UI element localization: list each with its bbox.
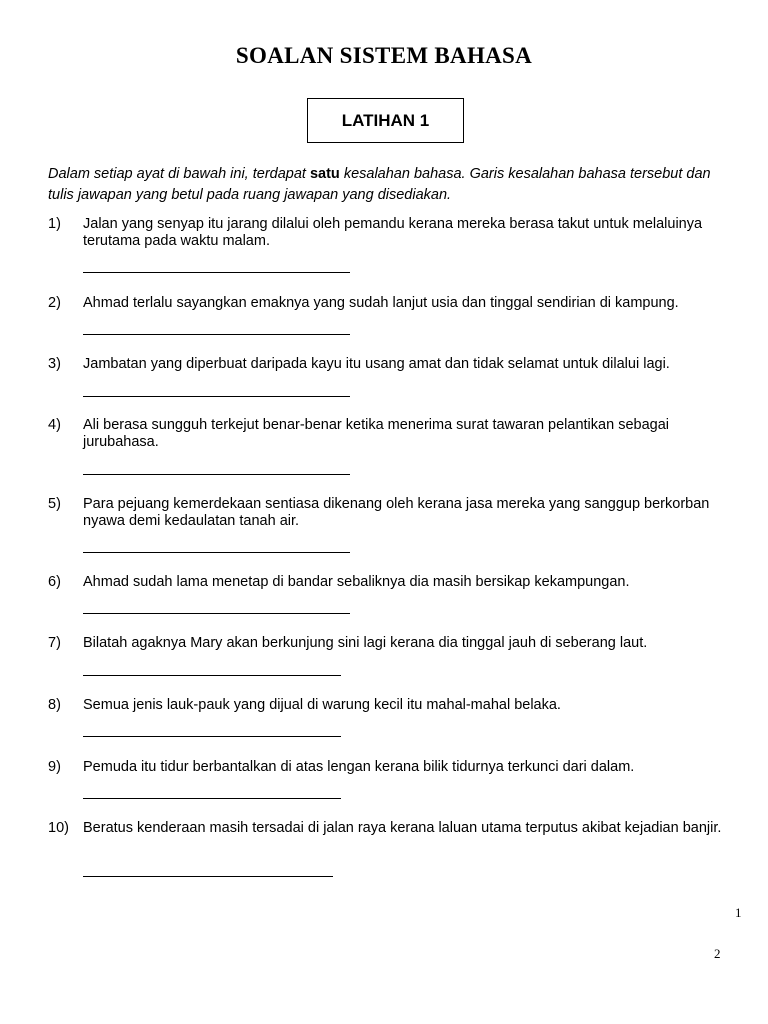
- page-title: SOALAN SISTEM BAHASA: [235, 43, 533, 68]
- question-text: Para pejuang kemerdekaan sentiasa dikenang oleh kerana jasa mereka yang sanggup berkorban nyawa demi kedaulatan tanah air.: [83, 496, 710, 529]
- question-number: 6): [48, 574, 61, 590]
- answer-line-9[interactable]: [83, 798, 341, 799]
- question-text: Ahmad sudah lama menetap di bandar sebaliknya dia masih bersikap kekampungan.: [83, 574, 630, 590]
- question-10: [48, 820, 738, 837]
- instructions-bold: satu: [309, 166, 340, 182]
- answer-line-5[interactable]: [83, 552, 350, 553]
- question-number: 8): [48, 697, 61, 713]
- question-text: Ali berasa sungguh terkejut benar-benar ketika menerima surat tawaran pelantikan sebagai jurubahasa.: [83, 417, 669, 450]
- answer-line-7[interactable]: [83, 675, 341, 676]
- question-number: 5): [48, 496, 61, 512]
- instructions-part2: kesalahan bahasa. Garis kesalahan bahasa tersebut dan tulis jawapan yang betul pada ruang jawapan yang disediakan.: [48, 166, 711, 203]
- question-text: Beratus kenderaan masih tersadai di jalan raya kerana laluan utama terputus akibat kejadian banjir.: [83, 820, 722, 836]
- answer-line-4[interactable]: [83, 474, 350, 475]
- section-label: LATIHAN 1: [341, 110, 430, 130]
- instructions: [48, 164, 728, 206]
- question-8: [48, 697, 738, 714]
- page-number-1: 1: [735, 905, 742, 920]
- question-number: 2): [48, 295, 61, 311]
- question-number: 7): [48, 635, 61, 651]
- question-7: [48, 635, 738, 652]
- question-9: [48, 759, 738, 776]
- question-text: Jambatan yang diperbuat daripada kayu itu usang amat dan tidak selamat untuk dilalui lagi.: [83, 356, 670, 372]
- question-text: Bilatah agaknya Mary akan berkunjung sini lagi kerana dia tinggal jauh di seberang laut.: [83, 635, 648, 651]
- question-number: 4): [48, 417, 61, 433]
- section-box: [307, 98, 464, 143]
- answer-line-10[interactable]: [83, 876, 333, 877]
- question-number: 3): [48, 356, 61, 372]
- answer-line-6[interactable]: [83, 613, 350, 614]
- page-number-2: 2: [714, 946, 721, 961]
- instructions-part1: Dalam setiap ayat di bawah ini, terdapat: [48, 166, 310, 182]
- question-text: Ahmad terlalu sayangkan emaknya yang sudah lanjut usia dan tinggal sendirian di kampung.: [83, 295, 679, 311]
- question-4: [48, 417, 738, 451]
- answer-line-8[interactable]: [83, 736, 341, 737]
- question-text: Pemuda itu tidur berbantalkan di atas lengan kerana bilik tidurnya terkunci dari dalam.: [83, 759, 635, 775]
- question-5: [48, 496, 738, 530]
- question-text: Semua jenis lauk-pauk yang dijual di warung kecil itu mahal-mahal belaka.: [83, 697, 561, 713]
- question-6: [48, 574, 738, 591]
- question-text: Jalan yang senyap itu jarang dilalui oleh pemandu kerana mereka berasa takut untuk melaluinya terutama pada waktu malam.: [83, 216, 703, 249]
- question-3: [48, 356, 738, 373]
- answer-line-3[interactable]: [83, 396, 350, 397]
- question-number: 9): [48, 759, 61, 775]
- question-number: 10): [48, 820, 69, 836]
- answer-line-2[interactable]: [83, 334, 350, 335]
- answer-line-1[interactable]: [83, 272, 350, 273]
- question-1: [48, 216, 738, 250]
- question-2: [48, 295, 738, 312]
- question-number: 1): [48, 216, 61, 232]
